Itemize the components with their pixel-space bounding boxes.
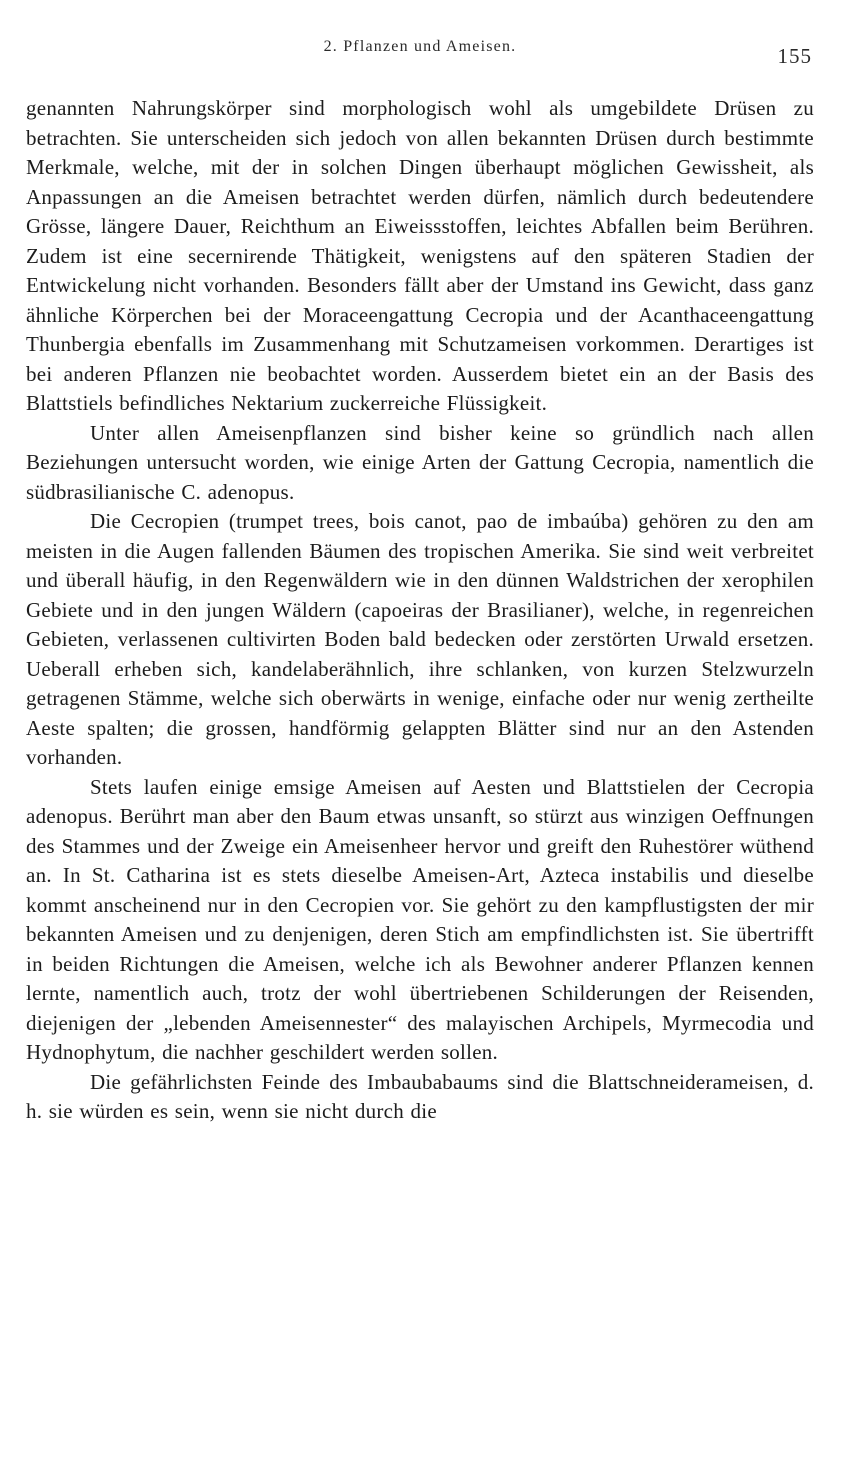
paragraph-ant-behaviour: Stets laufen einige emsige Ameisen auf Aesten und Blattstielen der Cecropia adenopus. Berührt man aber den Baum etwas unsanft, so stürzt aus winzigen Oeffnungen des Stammes und der Zweige ein Ameisenheer hervor und greift den Ruhestörer wüthend an. In St. Catharina ist es stets dieselbe Ameisen-Art, Azteca instabilis und dieselbe kommt anscheinend nur in den Cecropien vor. Sie gehört zu den kampflustigsten der mir bekannten Ameisen und zu denjenigen, deren Stich am empfindlichsten ist. Sie übertrifft in beiden Richtungen die Ameisen, welche ich als Bewohner anderer Pflanzen kennen lernte, namentlich auch, trotz der wohl übertriebenen Schilderungen der Reisenden, diejenigen der „lebenden Ameisennester“ des malayischen Archipels, Myrmecodia und Hydnophytum, die nachher geschildert werden sollen. [26,774,814,1064]
paragraph-cecropia-description: Die Cecropien (trumpet trees, bois canot, pao de imbaúba) gehören zu den am meisten in die Augen fallenden Bäumen des tropischen Amerika. Sie sind weit verbreitet und überall häufig, in den Regenwäldern wie in den dünnen Waldstrichen der xerophilen Gebiete und in den jungen Wäldern (capoeiras der Brasilianer), welche, in regenreichen Gebieten, verlassenen cultivirten Boden bald bedecken oder zerstörten Urwald ersetzen. Ueberall erheben sich, kandelaberähnlich, ihre schlanken, von kurzen Stelzwurzeln getragenen Stämme, welche sich oberwärts in wenige, einfache oder nur wenig zertheilte Aeste spalten; die grossen, handförmig gelappten Blätter sind nur an den Astenden vorhanden. [26,509,814,769]
paragraph-leafcutter-ants: Die gefährlichsten Feinde des Imbaubabaums sind die Blattschneiderameisen, d. h. sie würden es sein, wenn sie nicht durch die [26,1069,814,1123]
running-title: 2. Pflanzen und Ameisen. [323,38,517,55]
book-page [26,30,814,1127]
body-text [26,94,814,1127]
page-number: 155 [777,44,812,68]
paragraph-continued: genannten Nahrungskörper sind morphologisch wohl als umgebildete Drüsen zu betrachten. Sie unterscheiden sich jedoch von allen bekannten Drüsen durch bestimmte Merkmale, welche, mit der in solchen Dingen überhaupt möglichen Gewissheit, als Anpassungen an die Ameisen betrachtet werden dürfen, nämlich durch bedeutendere Grösse, längere Dauer, Reichthum an Eiweissstoffen, leichtes Abfallen beim Berühren. Zudem ist eine secernirende Thätigkeit, wenigstens auf den späteren Stadien der Entwickelung nicht vorhanden. Besonders fällt aber der Umstand ins Gewicht, dass ganz ähnliche Körperchen bei der Moraceengattung Cecropia und der Acanthaceengattung Thunbergia ebenfalls im Zusammenhang mit Schutzameisen vorkommen. Derartiges ist bei anderen Pflanzen nie beobachtet worden. Ausserdem bietet ein an der Basis des Blattstiels befindliches Nektarium zuckerreiche Flüssigkeit. [26,96,814,415]
paragraph-cecropia-intro: Unter allen Ameisenpflanzen sind bisher keine so gründlich nach allen Beziehungen untersucht worden, wie einige Arten der Gattung Cecropia, namentlich die südbrasilianische C. adenopus. [26,420,814,504]
running-head [26,30,814,70]
